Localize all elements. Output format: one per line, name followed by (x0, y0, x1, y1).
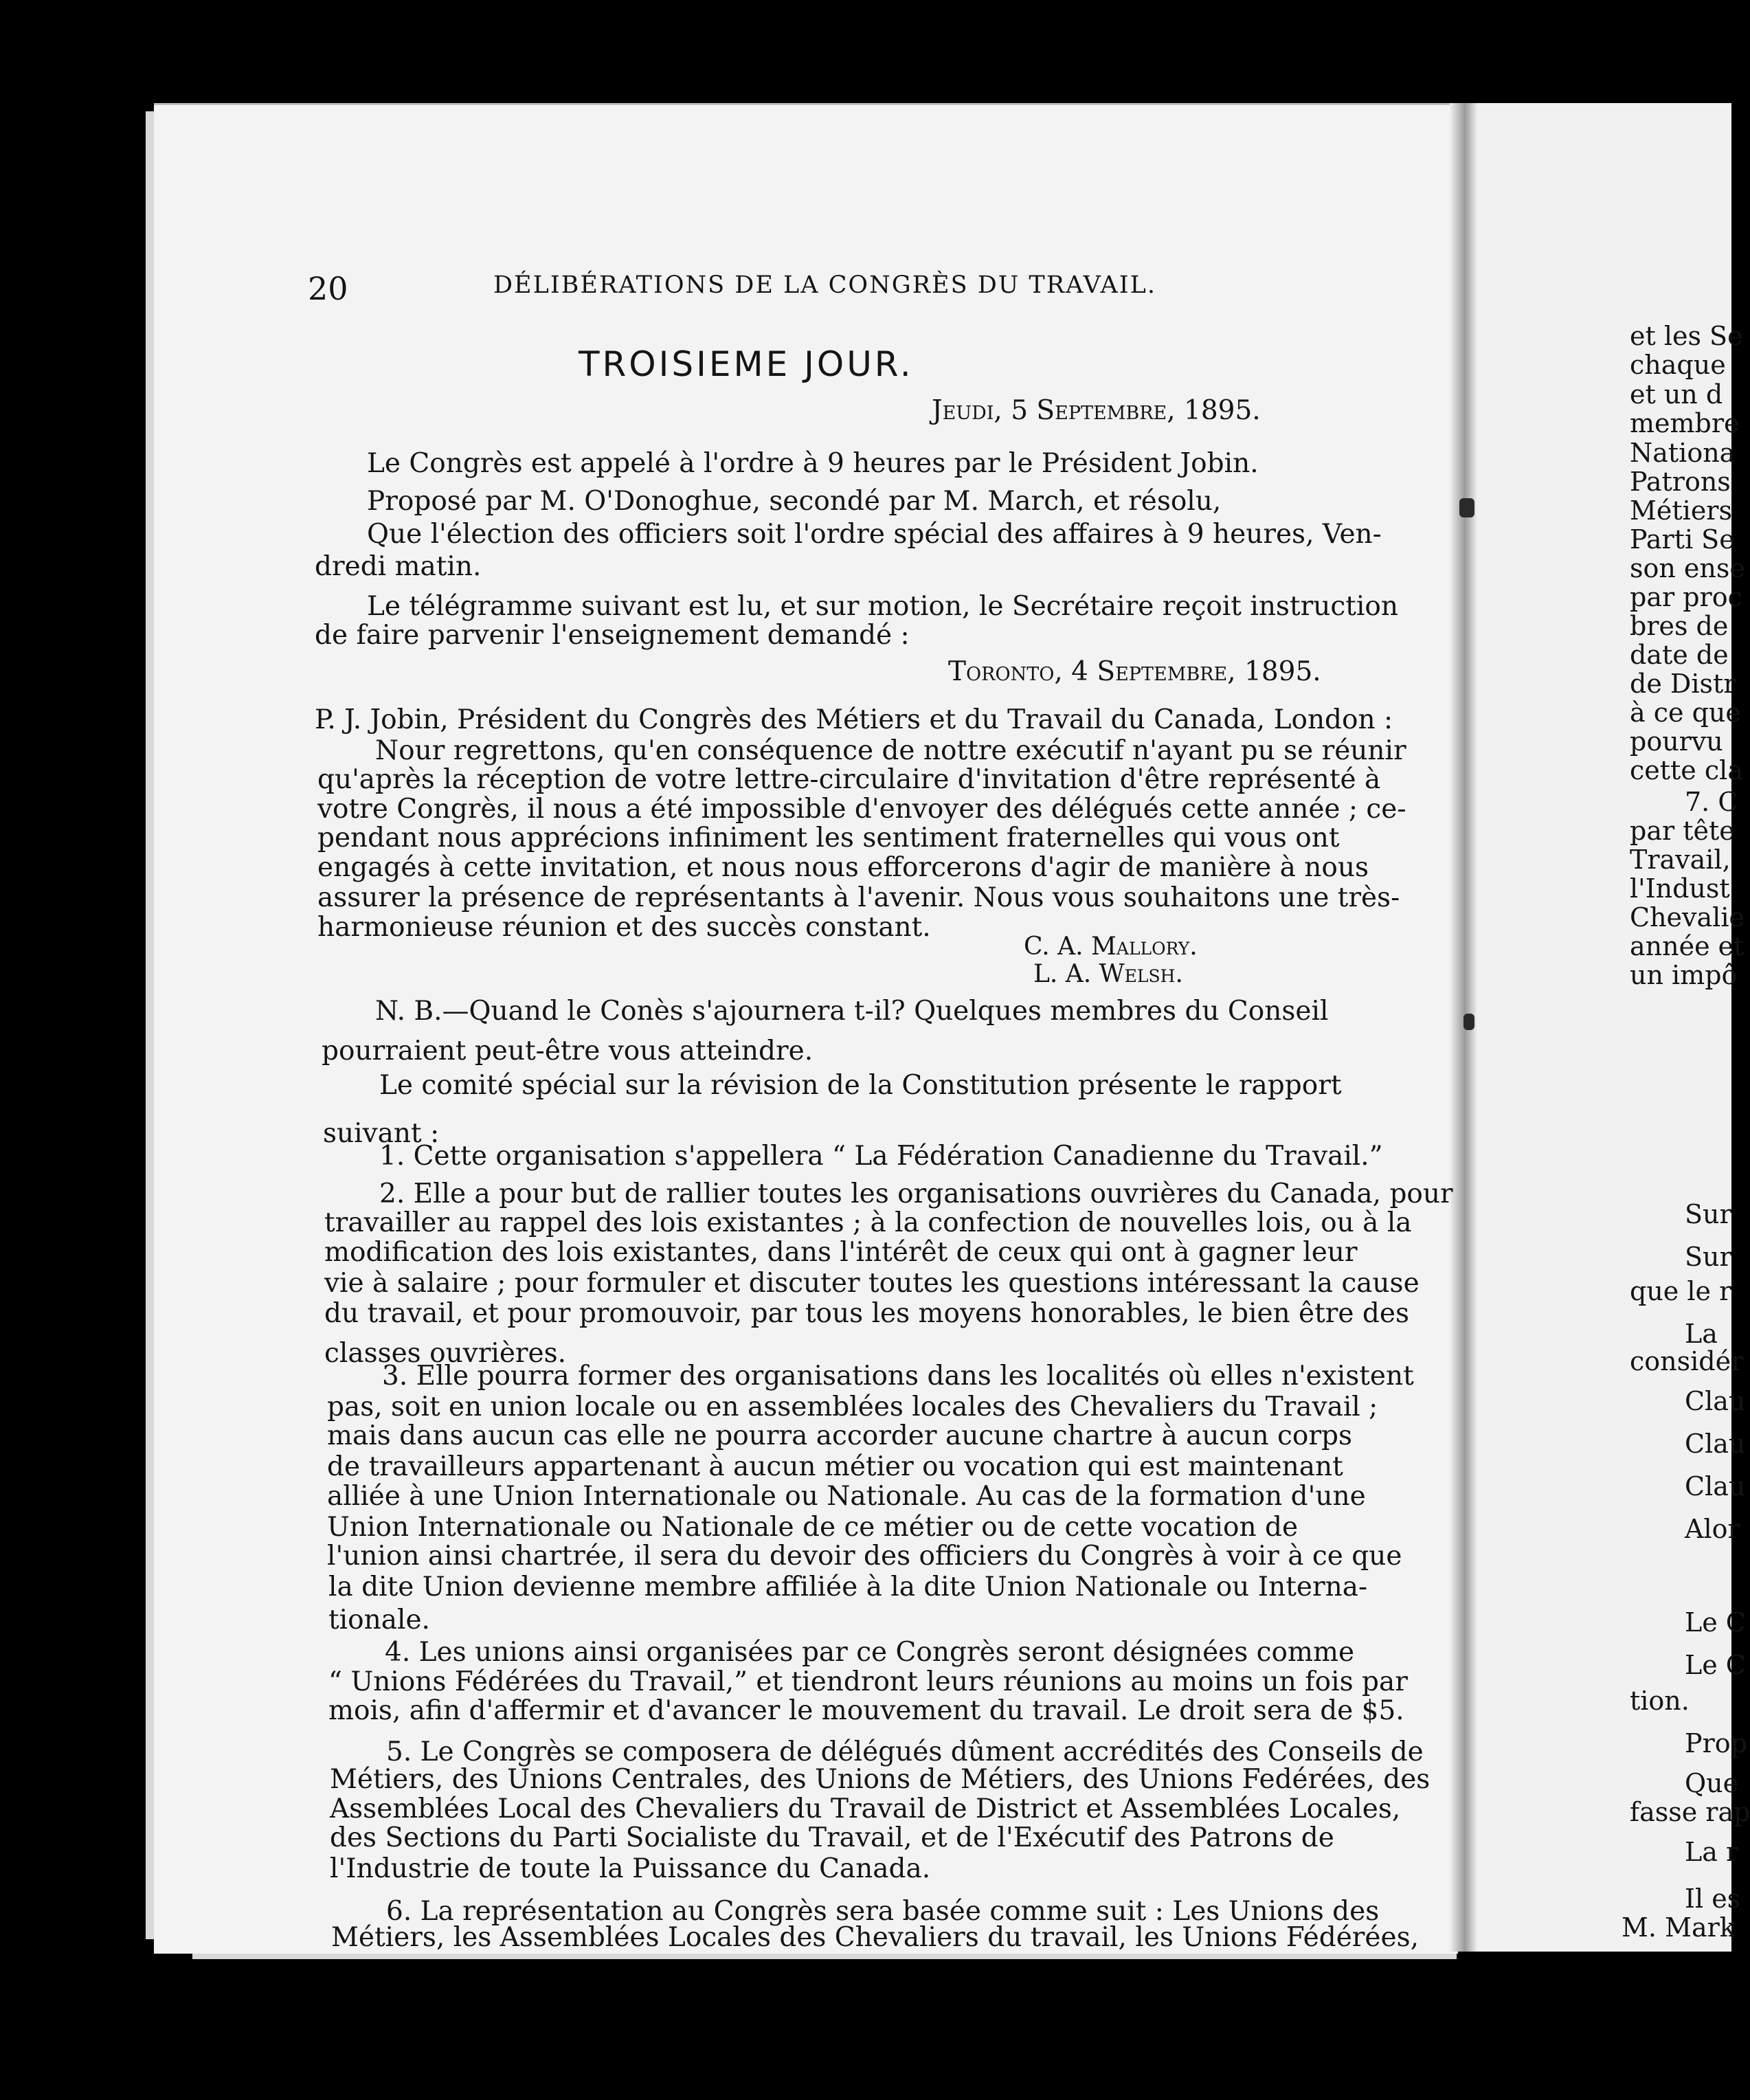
text-line: modification des lois existantes, dans l'intérêt de ceux qui ont à gagner leur (324, 1237, 1358, 1268)
text-line: engagés à cette invitation, et nous nous efforcerons d'agir de manière à nous (317, 852, 1369, 883)
text-line: 4. Les unions ainsi organisées par ce Congrès seront désignées comme (385, 1637, 1355, 1668)
right-text-line: M. Mark (1622, 1912, 1736, 1943)
right-text-line: Que (1685, 1768, 1739, 1798)
text-line: 6. La représentation au Congrès sera basée comme suit : Les Unions des (386, 1896, 1380, 1927)
text-line: Assemblées Local des Chevaliers du Travail de District et Assemblées Locales, (330, 1794, 1401, 1824)
text-line: tionale. (328, 1605, 430, 1635)
right-text-line: et un d (1630, 379, 1723, 410)
page-number: 20 (308, 270, 348, 307)
right-text-line: Il es (1685, 1884, 1741, 1914)
right-text-line: Sur (1685, 1242, 1732, 1272)
text-line: travailler au rappel des lois existantes ; à la confection de nouvelles lois, ou à la (324, 1207, 1412, 1238)
text-line: 2. Elle a pour but de rallier toutes les organisations ouvrières du Canada, pour (379, 1179, 1453, 1209)
text-line: “ Unions Fédérées du Travail,” et tiendront leurs réunions au moins un fois par (328, 1666, 1408, 1697)
text-line: mois, afin d'affermir et d'avancer le mouvement du travail. Le droit sera de $5. (328, 1695, 1404, 1726)
right-text-line: Clau (1685, 1386, 1746, 1416)
text-line: qu'après la réception de votre lettre-circulaire d'invitation d'être représenté à (317, 764, 1381, 795)
right-text-line: Travail, (1630, 845, 1731, 875)
right-text-line: un impô (1630, 960, 1738, 990)
text-line: classes ouvrières. (324, 1338, 567, 1369)
right-text-line: La r (1685, 1837, 1739, 1867)
right-text-line: de Distr (1630, 669, 1736, 699)
binding-stitch (1459, 498, 1474, 517)
right-text-line: Sur (1685, 1199, 1732, 1229)
text-line: pourraient peut-être vous atteindre. (322, 1036, 814, 1066)
right-text-line: considér (1630, 1346, 1744, 1376)
right-text-line: que le r (1630, 1276, 1732, 1306)
text-line: du travail, et pour promouvoir, par tous les moyens honorables, le bien être des (324, 1298, 1409, 1329)
text-line: Union Internationale ou Nationale de ce métier ou de cette vocation de (327, 1512, 1299, 1543)
text-line: 1. Cette organisation s'appellera “ La Fédération Canadienne du Travail.” (379, 1141, 1383, 1172)
right-text-line: l'Indust (1630, 873, 1730, 904)
right-text-line: membre (1630, 408, 1740, 438)
text-line: l'union ainsi chartrée, il sera du devoir des officiers du Congrès à voir à ce que (327, 1541, 1402, 1572)
right-text-line: par proc (1630, 582, 1742, 612)
right-text-line: Prop (1685, 1728, 1747, 1758)
text-line: vie à salaire ; pour formuler et discuter toutes les questions intéressant la cause (324, 1268, 1420, 1299)
text-line: Le télégramme suivant est lu, et sur motion, le Secrétaire reçoit instruction (367, 591, 1398, 622)
text-line: Le comité spécial sur la révision de la Constitution présente le rapport (379, 1070, 1342, 1101)
page-title: TROISIEME JOUR. (579, 344, 914, 384)
text-line: suivant : (323, 1118, 440, 1149)
text-line: des Sections du Parti Socialiste du Travail, et de l'Exécutif des Patrons de (330, 1822, 1334, 1853)
text-line: mais dans aucun cas elle ne pourra accorder aucune chartre à aucun corps (327, 1420, 1352, 1451)
right-text-line: son ense (1630, 553, 1745, 583)
right-text-line: Métiers (1630, 495, 1732, 526)
right-text-line: Chevalie (1630, 902, 1745, 932)
right-text-line: Clau (1685, 1471, 1746, 1501)
text-line: pas, soit en union locale ou en assemblées locales des Chevaliers du Travail ; (327, 1392, 1378, 1422)
right-text-line: Le C (1685, 1607, 1746, 1638)
date-line: Jeudi, 5 Septembre, 1895. (932, 395, 1261, 426)
right-text-line: année et (1630, 931, 1745, 961)
signature: L. A. Welsh. (1033, 960, 1183, 988)
right-text-line: Clau (1685, 1429, 1746, 1459)
text-line: 5. Le Congrès se composera de délégués dûment accrédités des Conseils de (386, 1736, 1424, 1767)
text-line: Métiers, les Assemblées Locales des Chevaliers du travail, les Unions Fédérées, (331, 1922, 1419, 1953)
text-line: pendant nous apprécions infiniment les sentiment fraternelles qui vous ont (317, 823, 1340, 853)
text-line: l'Industrie de toute la Puissance du Canada. (330, 1853, 931, 1884)
right-text-line: La (1685, 1319, 1718, 1349)
text-line: Le Congrès est appelé à l'ordre à 9 heures par le Président Jobin. (367, 448, 1259, 479)
right-text-line: par tête (1630, 816, 1735, 846)
running-head: DÉLIBÉRATIONS DE LA CONGRÈS DU TRAVAIL. (493, 271, 1156, 299)
right-text-line: bres de (1630, 611, 1729, 641)
right-text-line: cette cla (1630, 755, 1743, 785)
text-line: dredi matin. (315, 551, 482, 582)
right-text-line: Parti Se (1630, 524, 1735, 555)
text-line: Proposé par M. O'Donoghue, secondé par M. March, et résolu, (367, 486, 1222, 517)
text-line: harmonieuse réunion et des succès constant. (317, 912, 931, 943)
telegram-date: Toronto, 4 Septembre, 1895. (948, 656, 1321, 687)
right-text-line: fasse rap (1630, 1797, 1750, 1827)
text-line: P. J. Jobin, Président du Congrès des Métiers et du Travail du Canada, London : (315, 704, 1393, 735)
right-text-line: tion. (1630, 1686, 1690, 1716)
right-text-line: Nationa (1630, 438, 1736, 468)
signature: C. A. Mallory. (1024, 932, 1198, 961)
right-text-line: Patrons (1630, 467, 1731, 497)
right-text-line: et les Se (1630, 321, 1743, 351)
binding-stitch (1463, 1014, 1474, 1030)
text-line: alliée à une Union Internationale ou Nationale. Au cas de la formation d'une (327, 1481, 1366, 1512)
right-text-line: chaque (1630, 350, 1726, 380)
right-text-line: Le C (1685, 1650, 1746, 1680)
text-line: de faire parvenir l'enseignement demandé : (315, 620, 910, 651)
text-line: de travailleurs appartenant à aucun métier ou vocation qui est maintenant (327, 1451, 1343, 1482)
text-line: assurer la présence de représentants à l'avenir. Nous vous souhaitons une très- (317, 882, 1400, 913)
text-line: Métiers, des Unions Centrales, des Unions de Métiers, des Unions Fedérées, des (330, 1764, 1431, 1795)
text-line: la dite Union devienne membre affiliée à la dite Union Nationale ou Interna- (328, 1572, 1368, 1602)
right-text-line: 7. C (1685, 787, 1738, 817)
text-line: 3. Elle pourra former des organisations dans les localités où elles n'existent (382, 1361, 1414, 1392)
text-line: votre Congrès, il nous a été impossible d'envoyer des délégués cette année ; ce- (317, 794, 1406, 825)
text-line: Que l'élection des officiers soit l'ordre spécial des affaires à 9 heures, Ven- (367, 519, 1382, 550)
right-text-line: à ce que (1630, 697, 1741, 728)
right-text-line: pourvu (1630, 726, 1723, 757)
text-line: Nour regrettons, qu'en conséquence de nottre exécutif n'ayant pu se réunir (375, 735, 1406, 766)
right-text-line: date de (1630, 640, 1729, 670)
right-text-line: Alor (1685, 1514, 1740, 1544)
text-line: N. B.—Quand le Conès s'ajournera t-il? Quelques membres du Conseil (375, 996, 1329, 1027)
